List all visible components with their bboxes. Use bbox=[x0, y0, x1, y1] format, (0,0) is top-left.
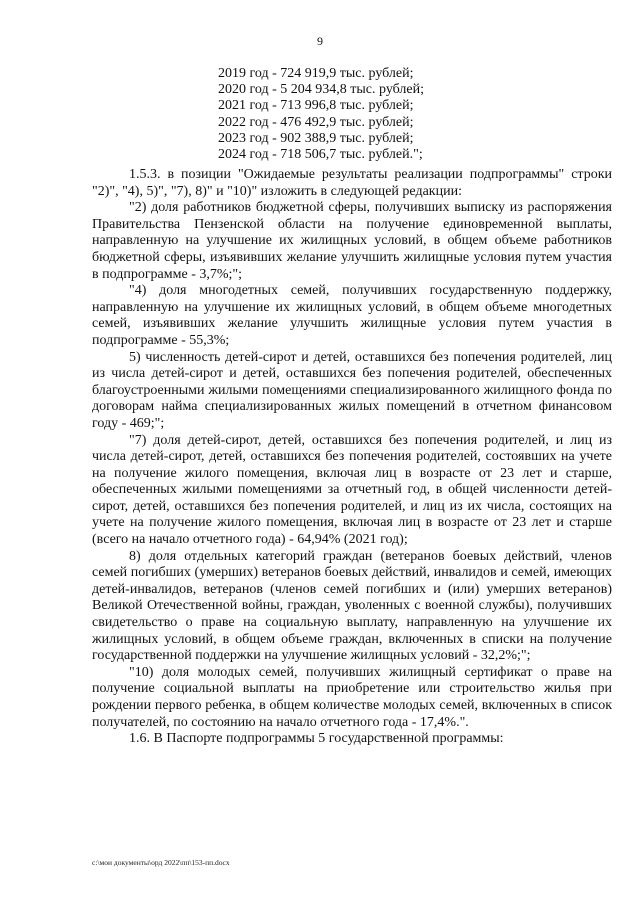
paragraph-item-2: "2) доля работников бюджетной сферы, получивших выписку из распоряжения Правительства Пензенской области на получение единовременной выплаты, направленную на улучшение их жилищных условий, в общем объеме работников бюджетной сферы, изъявивших желание улучшить жилищные условия путем участия в подпрограмме - 3,7%;"; bbox=[92, 200, 612, 282]
year-line: 2023 год - 902 388,9 тыс. рублей; bbox=[218, 130, 414, 146]
year-line: 2020 год - 5 204 934,8 тыс. рублей; bbox=[218, 82, 425, 98]
year-line: 2024 год - 718 506,7 тыс. рублей."; bbox=[218, 147, 423, 163]
paragraph-1-6: 1.6. В Паспорте подпрограммы 5 государственной программы: bbox=[129, 731, 504, 747]
paragraph-item-5: 5) численность детей-сирот и детей, оставшихся без попечения родителей, лиц из числа детей-сирот и детей, оставшихся без попечения родителей, обеспеченных благоустроенными жилыми помещениями специализированного жилищного фонда по договорам найма специализированных жилых помещений в отчетном финансовом году - 469;"; bbox=[92, 349, 612, 431]
year-line: 2021 год - 713 996,8 тыс. рублей; bbox=[218, 98, 414, 114]
file-path-footer: c:\мои документы\орд 2022\пп\153-пп.docx bbox=[92, 858, 230, 867]
paragraph-1-5-3: 1.5.3. в позиции "Ожидаемые результаты реализации подпрограммы" строки "2)", "4), 5)", "7), 8)" и "10)" изложить в следующей редакции: bbox=[92, 167, 612, 199]
paragraph-item-10: "10) доля молодых семей, получивших жилищный сертификат о праве на получение социальной выплаты на приобретение или строительство жилья при рождении первого ребенка, в общем количестве молодых семей, включенных в список получателей, по состоянию на начало отчетного года - 17,4%.". bbox=[92, 664, 612, 730]
page-number: 9 bbox=[317, 34, 323, 48]
year-line: 2022 год - 476 492,9 тыс. рублей; bbox=[218, 114, 414, 130]
funding-by-year-list bbox=[218, 66, 424, 163]
document-body bbox=[92, 167, 612, 748]
paragraph-item-8: 8) доля отдельных категорий граждан (ветеранов боевых действий, членов семей погибших (умерших) ветеранов боевых действий, инвалидов и семей, имеющих детей-инвалидов, ветеранов (членов семей погибших и (или) умерших ветеранов) Великой Отечественной войны, граждан, уволенных с военной службы), получивших свидетельство о праве на социальную выплату, направленную на улучшение их жилищных условий, в общем объеме граждан, включенных в списки на получение государственной поддержки на улучшение жилищных условий - 32,2%;"; bbox=[92, 548, 612, 664]
paragraph-item-7: "7) доля детей-сирот, детей, оставшихся без попечения родителей, и лиц из числа детей-сирот, детей, оставшихся без попечения родителей, состоявших на учете на получение жилого помещения, включая лиц в возрасте от 23 лет и старше, обеспеченных жилыми помещениями за отчетный год, в общей численности детей-сирот, детей, оставшихся без попечения родителей, и лиц из их числа, состоящих на учете на получение жилого помещения, включая лиц в возрасте от 23 лет и старше (всего на начало отчетного года) - 64,94% (2021 год); bbox=[92, 432, 612, 548]
year-line: 2019 год - 724 919,9 тыс. рублей; bbox=[218, 66, 414, 81]
paragraph-item-4: "4) доля многодетных семей, получивших государственную поддержку, направленную на улучшение их жилищных условий, в общем объеме многодетных семей, изъявивших желание улучшить жилищные условия путем участия в подпрограмме - 55,3%; bbox=[92, 283, 612, 348]
